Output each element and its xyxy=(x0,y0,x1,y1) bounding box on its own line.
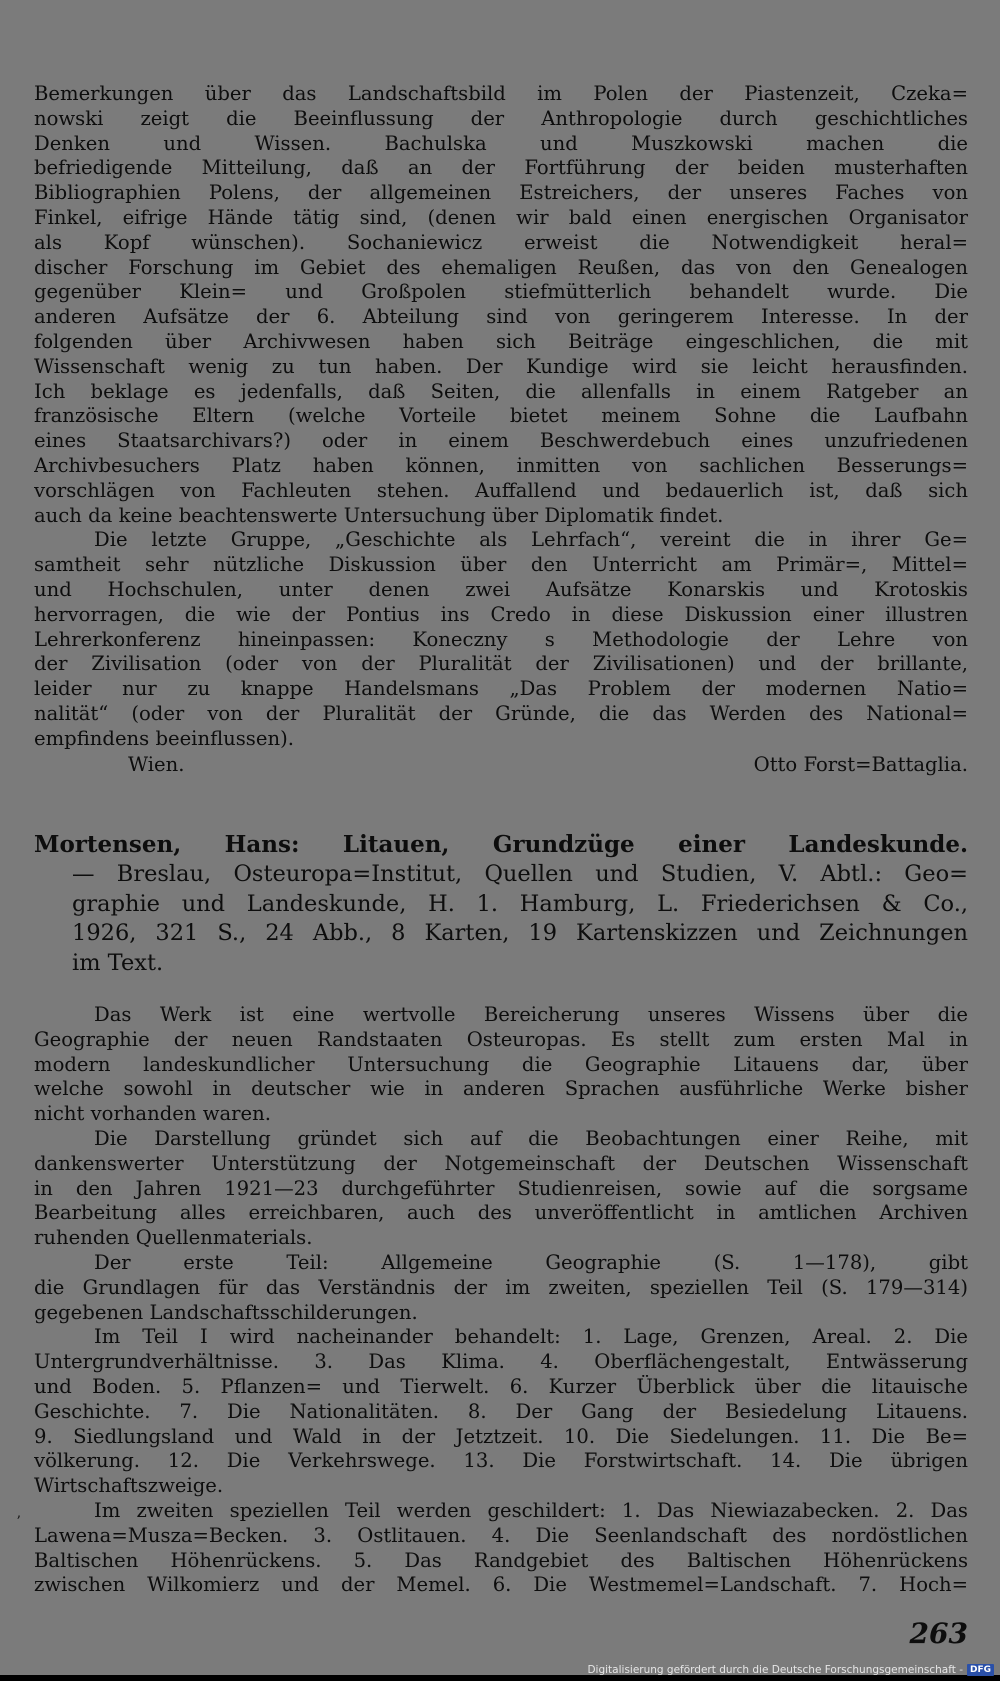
text-line: Geschichte. 7. Die Nationalitäten. 8. Der Gang der Besiedelung Litauens. xyxy=(34,1399,968,1423)
text-line: Wirtschaftszweige. xyxy=(34,1474,224,1498)
text-line: französische Eltern (welche Vorteile bietet meinem Sohne die Laufbahn xyxy=(34,404,968,428)
review-continuation xyxy=(34,82,968,779)
review-body xyxy=(34,1003,968,1598)
text-line: die Grundlagen für das Verständnis der im zweiten, speziellen Teil (S. 179—314) xyxy=(34,1275,968,1299)
dfg-logo-icon: DFG xyxy=(967,1664,994,1676)
text-line: samtheit sehr nützliche Diskussion über den Unterricht am Primär=, Mittel= xyxy=(34,553,968,577)
text-line: zwischen Wilkomierz und der Memel. 6. Die Westmemel=Landschaft. 7. Hoch= xyxy=(34,1573,968,1597)
text-line: und Boden. 5. Pflanzen= und Tierwelt. 6. Kurzer Überblick über die litauische xyxy=(34,1374,968,1398)
text-line: Bemerkungen über das Landschaftsbild im Polen der Piastenzeit, Czeka= xyxy=(34,82,968,105)
review-heading xyxy=(34,830,968,979)
text-line: ruhenden Quellenmaterials. xyxy=(34,1226,313,1250)
text-line: Lawena=Musza=Becken. 3. Ostlitauen. 4. Die Seenlandschaft des nordöstlichen xyxy=(34,1523,968,1547)
text-line: Lehrerkonferenz hineinpassen: Koneczny s Methodologie der Lehre von xyxy=(34,627,968,651)
footer-text: Digitalisierung gefördert durch die Deutsche Forschungsgemeinschaft - xyxy=(587,1664,963,1676)
text-line: Der erste Teil: Allgemeine Geographie (S. 1—178), gibt xyxy=(94,1250,968,1274)
text-line: Baltischen Höhenrückens. 5. Das Randgebiet des Baltischen Höhenrückens xyxy=(34,1548,968,1572)
text-line: Die letzte Gruppe, „Geschichte als Lehrfach“, vereint die in ihrer Ge= xyxy=(94,528,968,552)
text-line: leider nur zu knappe Handelsmans „Das Problem der modernen Natio= xyxy=(34,677,968,701)
text-line: und Hochschulen, unter denen zwei Aufsätze Konarskis und Krotoskis xyxy=(34,577,968,601)
text-line: Das Werk ist eine wertvolle Bereicherung unseres Wissens über die xyxy=(94,1003,968,1026)
text-line: Im zweiten speziellen Teil werden geschildert: 1. Das Niewiazabecken. 2. Das xyxy=(94,1498,968,1522)
text-line: eines Staatsarchivars?) oder in einem Beschwerdebuch eines unzufriedenen xyxy=(34,429,968,453)
text-line: als Kopf wünschen). Sochaniewicz erweist die Notwendigkeit heral= xyxy=(34,230,968,254)
text-line: nicht vorhanden waren. xyxy=(34,1102,271,1126)
footer-credit xyxy=(587,1664,994,1676)
text-line: Die Darstellung gründet sich auf die Beobachtungen einer Reihe, mit xyxy=(94,1126,968,1150)
text-line: discher Forschung im Gebiet des ehemaligen Reußen, das von den Genealogen xyxy=(34,255,968,279)
heading-title-line: Mortensen, Hans: Litauen, Grundzüge einer Landeskunde. xyxy=(34,831,968,858)
heading-line: im Text. xyxy=(72,950,164,977)
text-line: Archivbesuchers Platz haben können, inmitten von sachlichen Besserungs= xyxy=(34,453,968,477)
signature-author: Otto Forst=Battaglia. xyxy=(753,752,968,776)
text-line: hervorragen, die wie der Pontius ins Credo in diese Diskussion einer illustren xyxy=(34,602,968,626)
signature-line xyxy=(34,753,968,779)
text-line: gegebenen Landschaftsschilderungen. xyxy=(34,1300,418,1324)
text-line: 9. Siedlungsland und Wald in der Jetztzeit. 10. Die Siedelungen. 11. Die Be= xyxy=(34,1424,968,1448)
text-line: nowski zeigt die Beeinflussung der Anthropologie durch geschichtliches xyxy=(34,106,968,130)
text-line: Im Teil I wird nacheinander behandelt: 1. Lage, Grenzen, Areal. 2. Die xyxy=(94,1325,968,1349)
text-line: Ich beklage es jedenfalls, daß Seiten, die allenfalls in einem Ratgeber an xyxy=(34,379,968,403)
text-line: dankenswerter Unterstützung der Notgemeinschaft der Deutschen Wissenschaft xyxy=(34,1151,968,1175)
text-line: Bearbeitung alles erreichbaren, auch des unveröffentlicht in amtlichen Archiven xyxy=(34,1201,968,1225)
signature-place: Wien. xyxy=(128,752,185,776)
margin-mark: ʼ xyxy=(16,1514,21,1530)
heading-line: 1926, 321 S., 24 Abb., 8 Karten, 19 Kartenskizzen und Zeichnungen xyxy=(72,920,968,947)
text-line: Bibliographien Polens, der allgemeinen Estreichers, der unseres Faches von xyxy=(34,181,968,205)
heading-line: graphie und Landeskunde, H. 1. Hamburg, L. Friederichsen & Co., xyxy=(72,890,968,917)
text-line: empfindens beeinflussen). xyxy=(34,726,294,750)
text-line: Finkel, eifrige Hände tätig sind, (denen wir bald einen energischen Organisator xyxy=(34,205,968,229)
text-line: anderen Aufsätze der 6. Abteilung sind von geringerem Interesse. In der xyxy=(34,305,968,329)
text-line: modern landeskundlicher Untersuchung die Geographie Litauens dar, über xyxy=(34,1052,968,1076)
text-line: befriedigende Mitteilung, daß an der Fortführung der beiden musterhaften xyxy=(34,156,968,180)
text-line: auch da keine beachtenswerte Untersuchung über Diplomatik findet. xyxy=(34,503,724,527)
page-number: 263 xyxy=(909,1617,968,1650)
text-line: gegenüber Klein= und Großpolen stiefmütterlich behandelt wurde. Die xyxy=(34,280,968,304)
text-line: in den Jahren 1921—23 durchgeführter Studienreisen, sowie auf die sorgsame xyxy=(34,1176,968,1200)
heading-line: — Breslau, Osteuropa=Institut, Quellen und Studien, V. Abtl.: Geo= xyxy=(72,860,968,887)
text-line: welche sowohl in deutscher wie in anderen Sprachen ausführliche Werke bisher xyxy=(34,1077,968,1101)
text-line: völkerung. 12. Die Verkehrswege. 13. Die Forstwirtschaft. 14. Die übrigen xyxy=(34,1449,968,1473)
text-line: vorschlägen von Fachleuten stehen. Auffallend und bedauerlich ist, daß sich xyxy=(34,478,968,502)
text-line: Denken und Wissen. Bachulska und Muszkowski machen die xyxy=(34,131,968,155)
text-line: Geographie der neuen Randstaaten Osteuropas. Es stellt zum ersten Mal in xyxy=(34,1027,968,1051)
text-line: Wissenschaft wenig zu tun haben. Der Kundige wird sie leicht herausfinden. xyxy=(34,354,968,378)
text-line: folgenden über Archivwesen haben sich Beiträge eingeschlichen, die mit xyxy=(34,329,968,353)
text-line: Untergrundverhältnisse. 3. Das Klima. 4. Oberflächengestalt, Entwässerung xyxy=(34,1350,968,1374)
text-line: nalität“ (oder von der Pluralität der Gründe, die das Werden des National= xyxy=(34,701,968,725)
text-line: der Zivilisation (oder von der Pluralität der Zivilisationen) und der brillante, xyxy=(34,652,968,676)
